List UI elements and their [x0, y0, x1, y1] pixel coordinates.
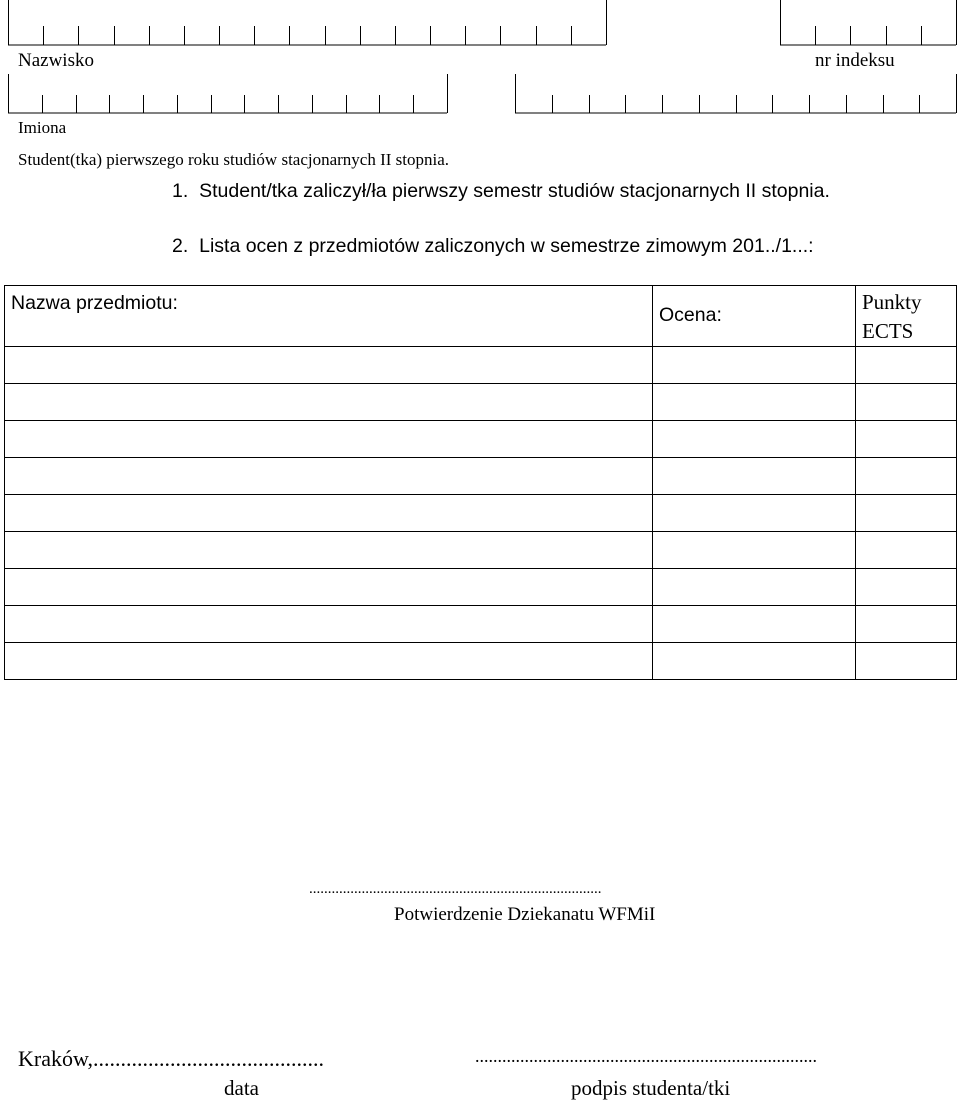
ects-cell	[856, 643, 957, 680]
names-comb	[8, 74, 448, 113]
index-number-comb	[780, 0, 957, 45]
ects-header-line1: Punkty	[862, 290, 922, 314]
grade-rows	[5, 347, 957, 680]
grade-cell	[653, 384, 856, 421]
subject-column-header: Nazwa przedmiotu:	[5, 286, 653, 347]
names-label: Imiona	[18, 118, 67, 137]
grade-row	[5, 458, 957, 495]
subject-cell	[5, 532, 653, 569]
grade-cell	[653, 495, 856, 532]
subject-cell	[5, 347, 653, 384]
grade-row	[5, 384, 957, 421]
ects-header-line2: ECTS	[862, 319, 914, 343]
ects-cell	[856, 569, 957, 606]
grade-cell	[653, 569, 856, 606]
grades-table	[4, 285, 957, 680]
subject-cell	[5, 458, 653, 495]
ects-cell	[856, 495, 957, 532]
grade-row	[5, 606, 957, 643]
index-number-label: nr indeksu	[815, 50, 895, 71]
subject-cell	[5, 495, 653, 532]
grade-row	[5, 421, 957, 458]
subject-cell	[5, 606, 653, 643]
item-1	[172, 180, 830, 203]
grade-row	[5, 569, 957, 606]
subject-cell	[5, 384, 653, 421]
grade-cell	[653, 458, 856, 495]
ects-cell	[856, 347, 957, 384]
grade-row	[5, 495, 957, 532]
item-1-text: Student/tka zaliczył/ła pierwszy semestr studiów stacjonarnych II stopnia.	[199, 180, 830, 202]
grade-cell	[653, 643, 856, 680]
subject-cell	[5, 421, 653, 458]
student-year-line: Student(tka) pierwszego roku studiów stacjonarnych II stopnia.	[18, 150, 450, 169]
grade-cell	[653, 606, 856, 643]
signature-dots: ............................................................................	[475, 1046, 817, 1066]
ects-cell	[856, 421, 957, 458]
grade-cell	[653, 347, 856, 384]
names-extra-comb	[515, 74, 957, 113]
ects-column-header	[856, 286, 957, 347]
grade-column-header: Ocena:	[653, 286, 856, 347]
place-date-field: Kraków,..........................................	[18, 1046, 324, 1071]
ects-cell	[856, 532, 957, 569]
grades-table-header	[5, 286, 957, 347]
item-1-number: 1.	[172, 180, 189, 202]
surname-label: Nazwisko	[18, 50, 94, 71]
student-signature-label: podpis studenta/tki	[571, 1076, 731, 1100]
item-2-number: 2.	[172, 235, 189, 257]
grade-row	[5, 643, 957, 680]
ects-cell	[856, 458, 957, 495]
item-2	[172, 235, 814, 258]
subject-cell	[5, 569, 653, 606]
subject-cell	[5, 643, 653, 680]
dean-office-confirmation-label: Potwierdzenie Dziekanatu WFMiI	[394, 904, 656, 925]
confirmation-dots: ..............................................................................	[309, 881, 602, 897]
grade-row	[5, 347, 957, 384]
grade-row	[5, 532, 957, 569]
item-2-text: Lista ocen z przedmiotów zaliczonych w semestrze zimowym 201../1...:	[199, 235, 814, 257]
grade-cell	[653, 421, 856, 458]
date-label: data	[224, 1076, 259, 1100]
surname-comb	[8, 0, 607, 45]
ects-cell	[856, 384, 957, 421]
ects-cell	[856, 606, 957, 643]
grade-cell	[653, 532, 856, 569]
